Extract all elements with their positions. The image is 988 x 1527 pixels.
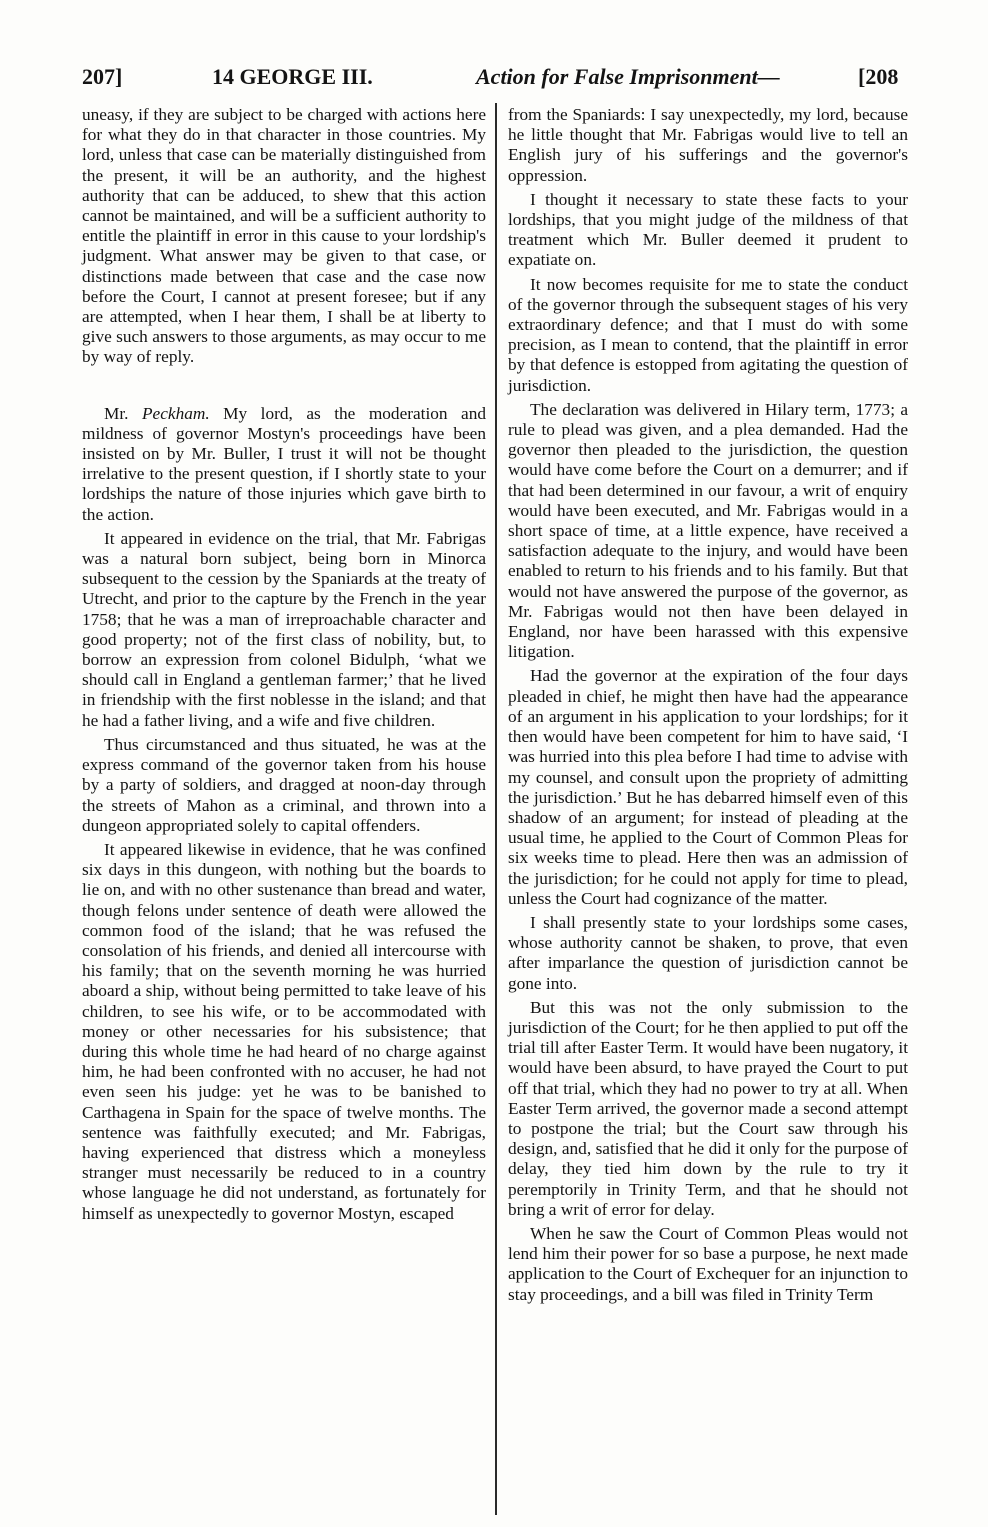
paragraph-peckham: [82, 404, 486, 525]
paragraph: Thus circumstanced and thus situated, he was at the express command of the governor taken from his house by a party of soldiers, and dragged at noon-day through the streets of Mahon as a criminal, and thrown into a dungeon appropriated solely to capital offenders.: [82, 734, 486, 835]
speaker-name: Peckham.: [142, 403, 210, 423]
right-column: [508, 105, 908, 1309]
paragraph: uneasy, if they are subject to be charged with actions here for what they do in that character in those countries. My lord, unless that case can be materially distinguished from the present, it will be an authority, and the highest authority that can be adduced, to shew that this action cannot be maintained, and will be a sufficient authority to entitle the plaintiff in error in this cause to your lordship's judgment. What answer may be given to that case, or distinctions made between that case and the case now before the Court, I cannot at present foresee; but if any are attempted, when I hear them, I shall be at liberty to give such answers to those arguments, as may occur to me by way of reply.: [82, 105, 486, 367]
running-title: 14 GEORGE III.: [212, 64, 373, 89]
column-divider: [495, 103, 497, 1515]
paragraph: Had the governor at the expiration of the four days pleaded in chief, he might then have had the appearance of an argument in his application to your lordships; for it then would have been competent for him to have said, ‘I was hurried into this plea before I had time to advise with my counsel, and consult upon the propriety of admitting the jurisdiction.’ But he has debarred himself even of this shadow of an argument; for instead of pleading at the usual time, he applied to the Court of Common Pleas for six weeks time to plead. Here then was an admission of the jurisdiction; for he could not apply for time to plead, unless the Court had cognizance of the matter.: [508, 666, 908, 908]
speaker-prefix: Mr.: [104, 403, 142, 423]
paragraph: It now becomes requisite for me to state the conduct of the governor through the subsequent stages of his very extraordinary defence; and that I must do with some precision, as I mean to contend, that the plaintiff in error by that defence is estopped from agitating the question of jurisdiction.: [508, 274, 908, 395]
paragraph: It appeared in evidence on the trial, that Mr. Fabrigas was a natural born subject, being born in Minorca subsequent to the cession by the Spaniards at the treaty of Utrecht, and prior to the capture by the French in the year 1758; that he was a man of irreproachable character and good property; not of the first class of nobility, but, to borrow an expression from colonel Bidulph, ‘what we should call in England a gentleman farmer;’ that he lived in friendship with the first noblesse in the island; and that he had a father living, and a wife and five children.: [82, 528, 486, 730]
page-number-left: 207]: [82, 64, 123, 89]
paragraph: The declaration was delivered in Hilary term, 1773; a rule to plead was given, and a plea demanded. Had the governor then pleaded to the jurisdiction, the question would have come before the Court on a demurrer; and if that had been determined in our favour, a writ of enquiry would have been executed, and Mr. Fabrigas would in a short space of time, at a little expence, have received a satisfaction adequate to the injury, and would have been enabled to return to his friends and to his family. But that would not have answered the purpose of the governor, as Mr. Fabrigas would not then have been delayed in England, nor have been harassed with this expensive litigation.: [508, 399, 908, 662]
page-header: [80, 64, 920, 98]
paragraph: I shall presently state to your lordships some cases, whose authority cannot be shaken, to prove, that even after imparlance the question of jurisdiction cannot be gone into.: [508, 912, 908, 993]
left-column: [82, 105, 486, 1228]
paragraph: But this was not the only submission to the jurisdiction of the Court; for he then applied to put off the trial till after Easter Term. It would have been nugatory, it would have been absurd, to have prayed the Court to put off that trial, which they had no power to try at all. When Easter Term arrived, the governor made a second attempt to postpone the trial; but the Court saw through his design, and, satisfied that he did it only for the purpose of delay, they tied him down by the rule to try it peremptorily in Trinity Term, and that he should not bring a writ of error for delay.: [508, 997, 908, 1219]
paragraph: from the Spaniards: I say unexpectedly, my lord, because he little thought that Mr. Fabrigas would live to tell an English jury of his sufferings and the governor's oppression.: [508, 105, 908, 185]
paragraph: I thought it necessary to state these facts to your lordships, that you might judge of the mildness of that treatment which Mr. Buller deemed it prudent to expatiate on.: [508, 189, 908, 270]
section-title: Action for False Imprisonment—: [476, 64, 780, 89]
paragraph: It appeared likewise in evidence, that he was confined six days in this dungeon, with nothing but the boards to lie on, and with no other sustenance than bread and water, though felons under sentence of death were allowed the common food of the island; that he was refused the consolation of his friends, and denied all intercourse with his family; that on the seventh morning he was hurried aboard a ship, without being permitted to take leave of his children, to see his wife, or to be accommodated with money or other necessaries for his subsistence; that during this whole time he had heard of no charge against him, he had been confronted with no accuser, he had not even seen his judge: yet he was to be banished to Carthagena in Spain for the space of twelve months. The sentence was faithfully executed; and Mr. Fabrigas, having experienced that distress which a moneyless stranger must necessarily be reduced to in a country whose language he did not understand, as fortunately for himself as unexpectedly to governor Mostyn, escaped: [82, 839, 486, 1223]
page-number-right: [208: [858, 64, 899, 89]
paragraph-text: My lord, as the moderation and mildness of governor Mostyn's proceedings have been insisted on by Mr. Buller, I trust it will not be thought irrelative to the present question, if I shortly state to your lordships the nature of those injuries which gave birth to the action.: [82, 403, 487, 524]
paragraph: When he saw the Court of Common Pleas would not lend him their power for so base a purpose, he next made application to the Court of Exchequer for an injunction to stay proceedings, and a bill was filed in Trinity Term: [508, 1223, 908, 1304]
